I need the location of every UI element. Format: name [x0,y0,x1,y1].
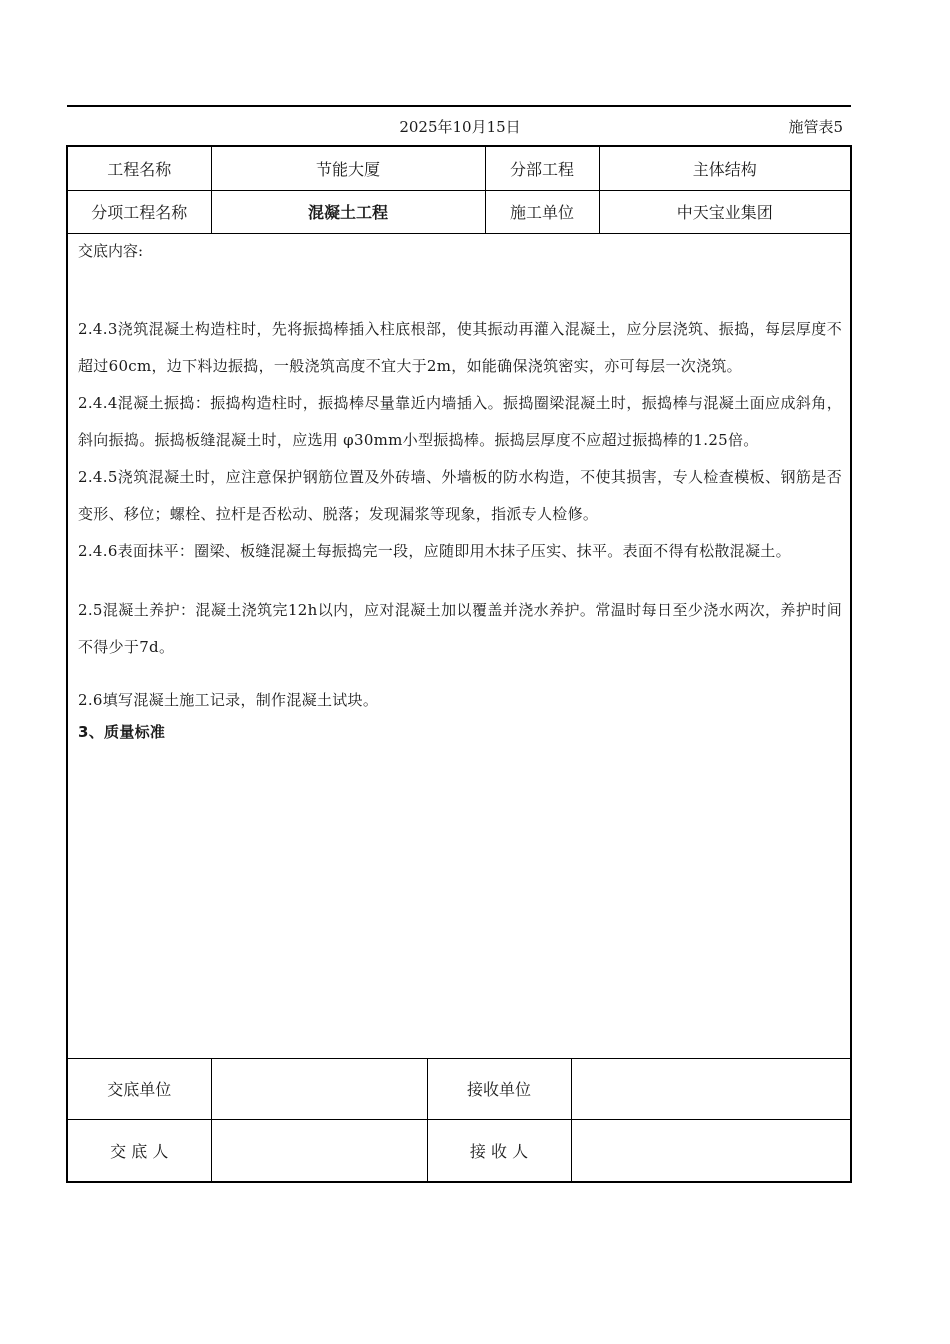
issuer-unit-field[interactable] [211,1058,427,1119]
project-info-table [68,147,850,234]
issuer-person-label: 交 底 人 [68,1119,211,1181]
document-date: 2025年10月15日 [399,118,521,136]
receiver-person-label: 接 收 人 [427,1119,571,1181]
paragraph-2-4-3: 2.4.3浇筑混凝土构造柱时，先将振捣棒插入柱底根部，使其振动再灌入混凝土，应分层浇筑、振捣，每层厚度不超过60cm，边下料边振捣，一般浇筑高度不宜大于2m，如能确保浇筑密实，亦可每层一次浇筑。 [78,320,842,375]
paragraph-2-5: 2.5混凝土养护：混凝土浇筑完12h以内，应对混凝土加以覆盖并浇水养护。常温时每日至少浇水两次，养护时间不得少于7d。 [78,601,842,656]
paragraph-2-4-5: 2.4.5浇筑混凝土时，应注意保护钢筋位置及外砖墙、外墙板的防水构造，不使其损害，专人检查模板、钢筋是否变形、移位；螺栓、拉杆是否松动、脱落；发现漏浆等现象，指派专人检修。 [78,468,842,523]
project-name-label: 工程名称 [68,147,211,190]
division-label: 分部工程 [485,147,599,190]
form-number: 施管表5 [788,118,843,136]
receiver-unit-field[interactable] [571,1058,850,1119]
subitem-label: 分项工程名称 [68,190,211,233]
disclosure-content [78,233,842,745]
contractor-value: 中天宝业集团 [599,190,850,233]
contractor-label: 施工单位 [485,190,599,233]
section-quality-standard: 3、质量标准 [78,723,166,741]
division-value: 主体结构 [599,147,850,190]
top-rule [67,105,851,107]
paragraph-2-4-6: 2.4.6表面抹平：圈梁、板缝混凝土每振捣完一段，应随即用木抹子压实、抹平。表面不得有松散混凝土。 [78,542,791,560]
receiver-person-field[interactable] [571,1119,850,1181]
disclosure-sheet [66,145,852,1183]
paragraph-2-4-4: 2.4.4混凝土振捣：振捣构造柱时，振捣棒尽量靠近内墙插入。振捣圈梁混凝土时，振捣棒与混凝土面应成斜角，斜向振捣。振捣板缝混凝土时，应选用 φ30mm小型振捣棒。振捣层厚度不应超过振捣棒的1.25倍。 [78,394,842,449]
issuer-unit-label: 交底单位 [68,1058,211,1119]
project-name-value: 节能大厦 [211,147,485,190]
signature-table [68,1058,850,1182]
issuer-person-field[interactable] [211,1119,427,1181]
receiver-unit-label: 接收单位 [427,1058,571,1119]
paragraph-2-6: 2.6填写混凝土施工记录，制作混凝土试块。 [78,691,379,709]
content-label: 交底内容: [78,242,144,260]
subitem-value: 混凝土工程 [211,190,485,233]
